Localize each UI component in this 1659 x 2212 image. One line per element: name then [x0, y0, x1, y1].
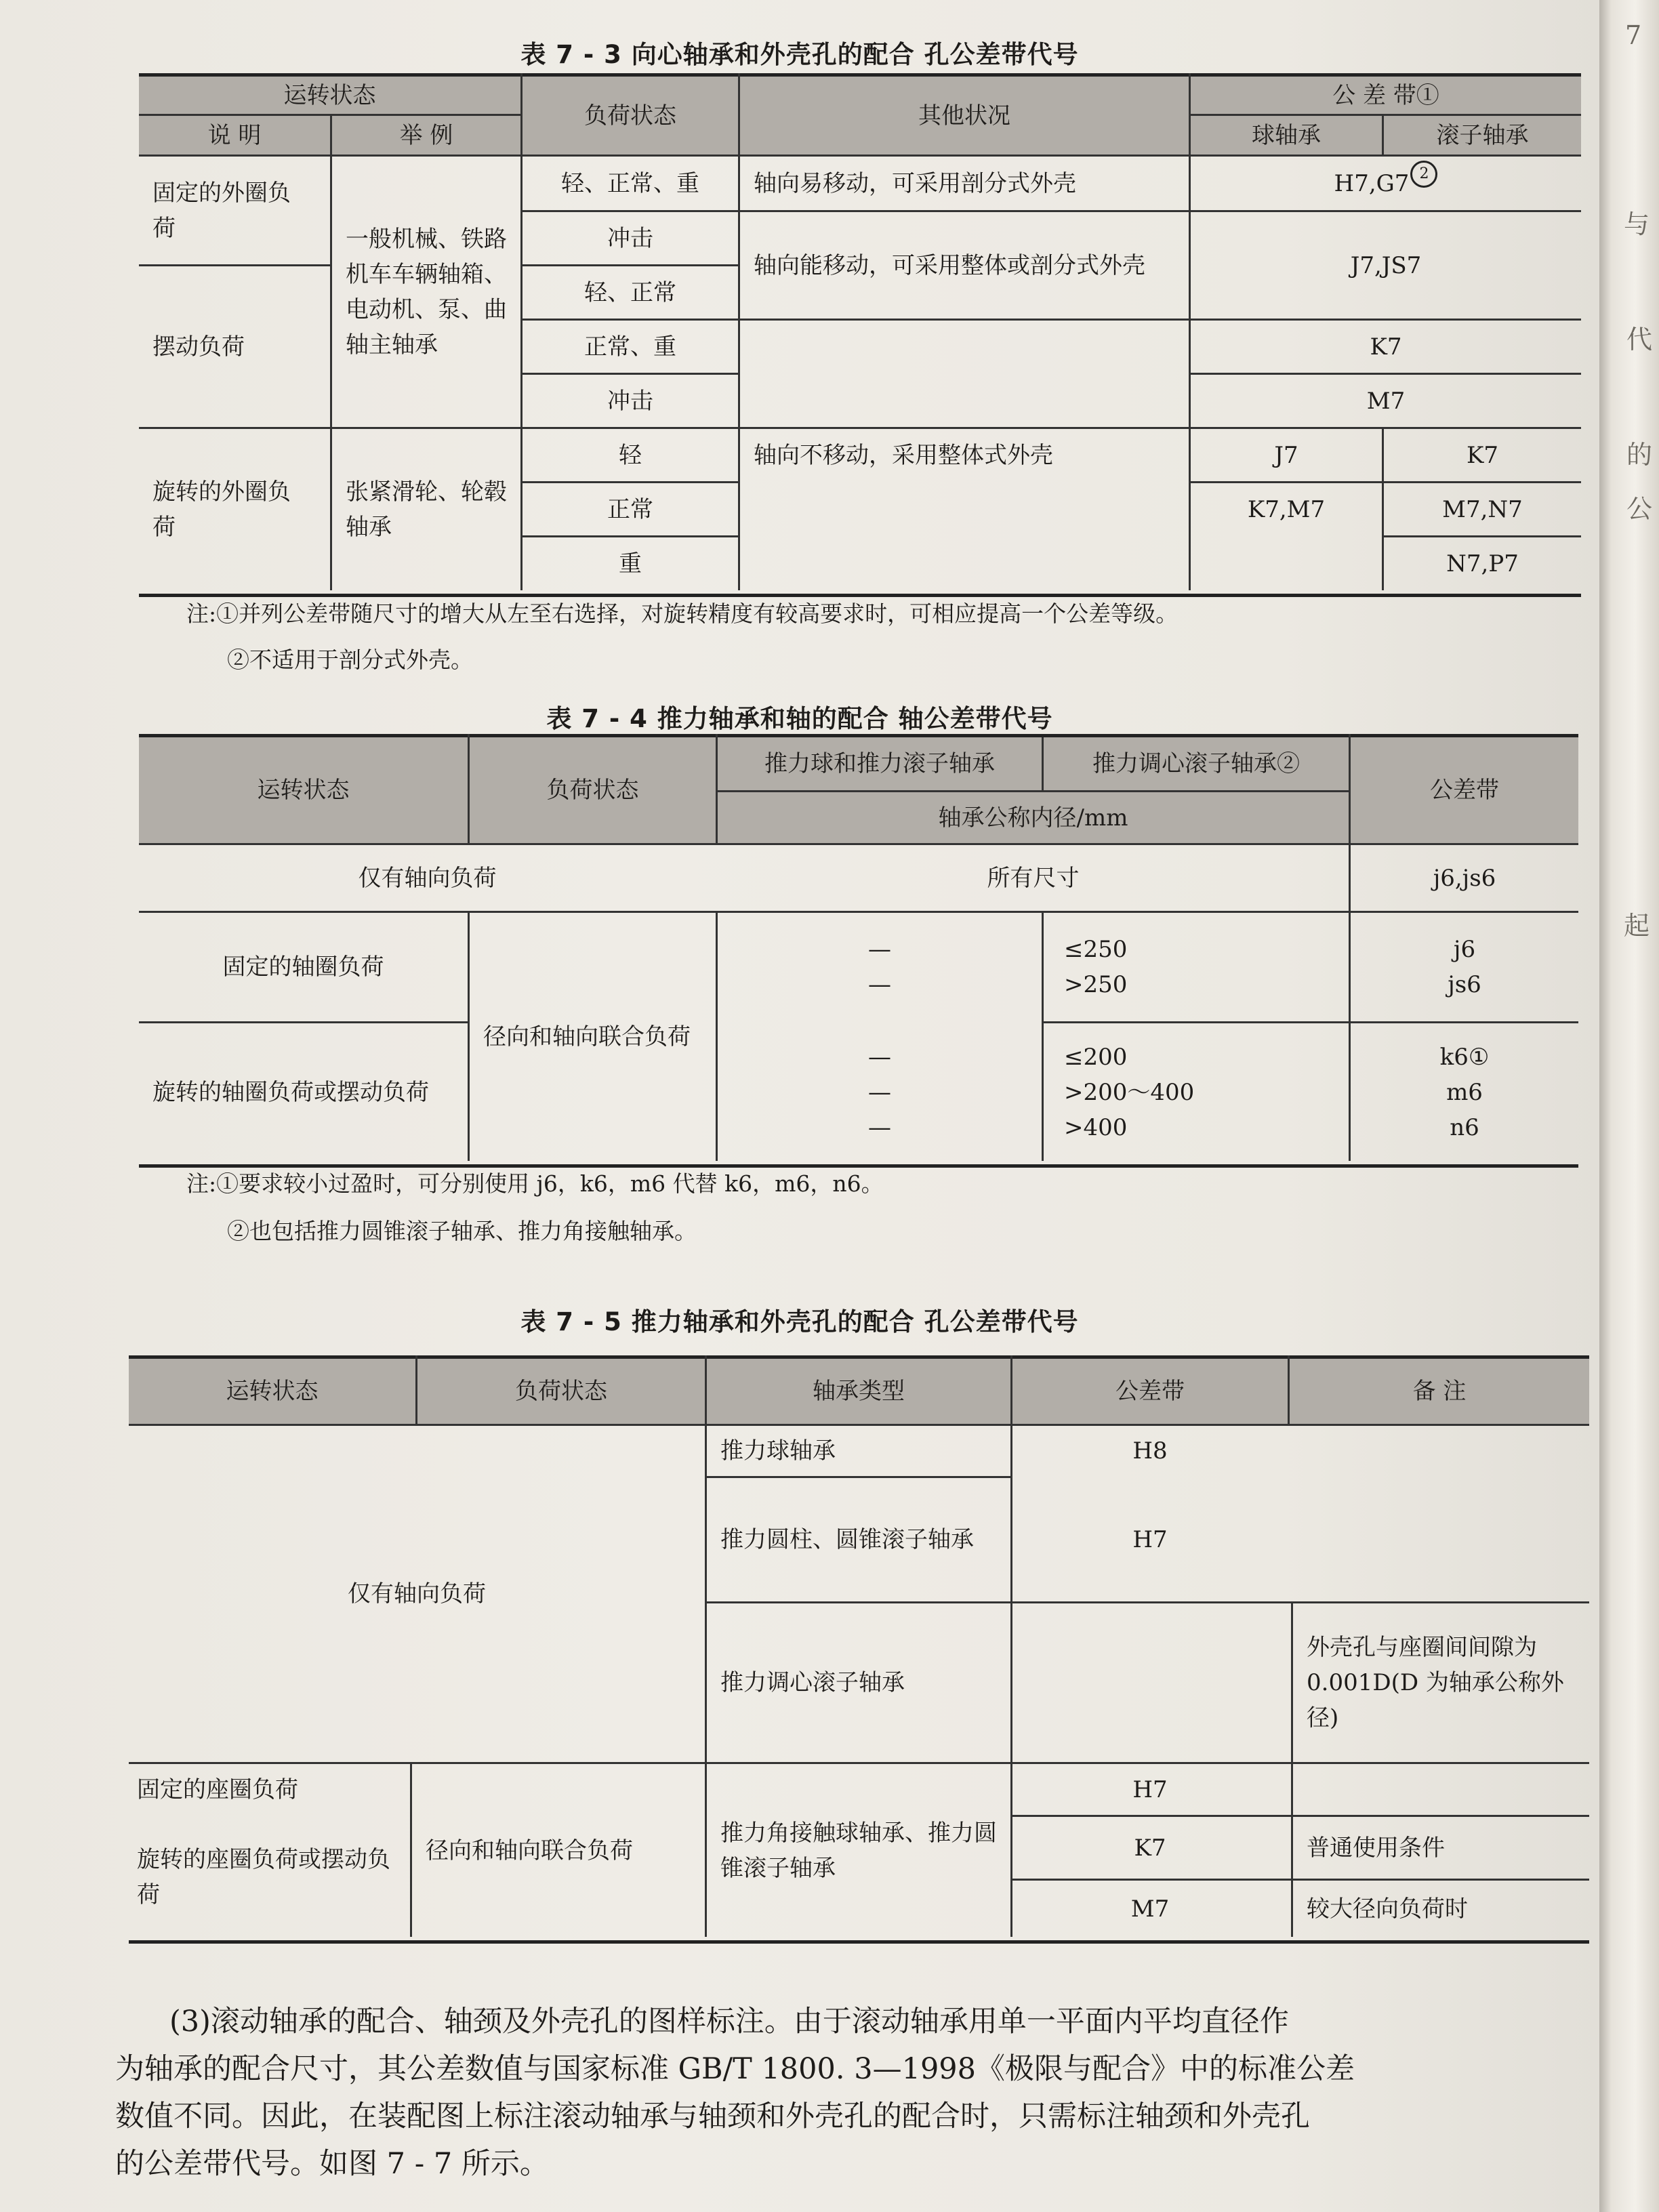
t4-h-thrust-self: 推力调心滚子轴承② — [1092, 750, 1300, 777]
t5-remark-clearance: 外壳孔与座圈间间隙为 0.001D(D 为轴承公称外径) — [1307, 1634, 1564, 1732]
t5-type-self-align: 推力调心滚子轴承 — [720, 1669, 905, 1696]
circled-two-mark: 2 — [1410, 161, 1437, 188]
table5-caption: 表 7 - 5 推力轴承和外壳孔的配合 孔公差带代号 — [520, 1307, 1079, 1336]
t5-tol-k7: K7 — [1134, 1834, 1166, 1862]
t4-all-sizes: 所有尺寸 — [987, 864, 1080, 892]
edge-text-2: 与 — [1624, 209, 1650, 239]
next-page-edge — [1599, 0, 1659, 2212]
t3-load-3: 轻、正常 — [584, 279, 676, 306]
t4-note-1: 注:①要求较小过盈时，可分别使用 j6，k6，m6 代替 k6，m6，n6。 — [186, 1170, 884, 1197]
t3-other-3: 轴向不移动，采用整体式外壳 — [754, 441, 1053, 469]
t5-tol-m7: M7 — [1130, 1895, 1170, 1923]
t3-h-tol: 公 差 带① — [1332, 81, 1439, 109]
t3-load-4: 正常、重 — [584, 333, 676, 361]
t4-axial-only: 仅有轴向负荷 — [358, 864, 497, 892]
t3-load-2: 冲击 — [607, 224, 653, 252]
t4-tol-axial: j6,js6 — [1433, 864, 1496, 892]
t3-roller-normal: M7,N7 — [1442, 495, 1523, 523]
paragraph-line-2: 为轴承的配合尺寸，其公差数值与国家标准 GB/T 1800. 3—1998《极限与配合》中的标准公差 — [115, 2052, 1355, 2086]
t3-load-7: 正常 — [607, 495, 653, 523]
t5-h-run-state: 运转状态 — [226, 1378, 319, 1405]
t4-combined: 径向和轴向联合负荷 — [483, 1023, 691, 1050]
t3-desc-rotating-outer: 旋转的外圈负荷 — [152, 478, 291, 541]
t3-tol-m7: M7 — [1366, 387, 1406, 415]
t3-note-1: 注:①并列公差带随尺寸的增大从左至右选择，对旋转精度有较高要求时，可相应提高一个公差等级。 — [186, 600, 1179, 627]
t5-combined: 径向和轴向联合负荷 — [426, 1837, 633, 1864]
edge-text-4: 的 — [1626, 440, 1653, 470]
paragraph-line-3: 数值不同。因此，在装配图上标注滚动轴承与轴颈和外壳孔的配合时，只需标注轴颈和外壳孔 — [115, 2100, 1310, 2133]
t5-tol-h7-a: H7 — [1132, 1526, 1168, 1553]
paragraph-line-1: (3)滚动轴承的配合、轴颈及外壳孔的图样标注。由于滚动轴承用单一平面内平均直径作 — [169, 2005, 1289, 2039]
t5-rotating-seat: 旋转的座圈负荷或摆动负荷 — [137, 1845, 390, 1908]
t3-tol-k7: K7 — [1370, 333, 1402, 361]
t5-remark-normal: 普通使用条件 — [1307, 1834, 1445, 1862]
t3-ball-normal: K7,M7 — [1247, 495, 1326, 523]
t3-load-8: 重 — [619, 550, 642, 577]
t3-h-run-state: 运转状态 — [283, 81, 376, 109]
edge-text-3: 代 — [1626, 325, 1653, 354]
t3-h-load-state: 负荷状态 — [584, 102, 676, 129]
t4-fixed-ring: 固定的轴圈负荷 — [222, 954, 384, 981]
t3-load-5: 冲击 — [607, 387, 653, 415]
t4-h-bore: 轴承公称内径/mm — [938, 804, 1128, 832]
t3-h-other: 其他状况 — [918, 102, 1010, 129]
t3-desc-fixed-outer: 固定的外圈负荷 — [152, 179, 291, 242]
t5-fixed-seat: 固定的座圈负荷 — [137, 1776, 298, 1803]
t4-fixed-thrust-ball: — — — [868, 936, 891, 998]
t5-remark-radial: 较大径向负荷时 — [1307, 1895, 1468, 1923]
t5-h-tol: 公差带 — [1115, 1378, 1185, 1405]
t3-tol-h7g7: H7,G7 2 — [1191, 157, 1581, 210]
t3-h-roller: 滚子轴承 — [1436, 121, 1529, 149]
t4-fixed-tols: j6 js6 — [1448, 936, 1481, 998]
edge-text-5: 公 — [1626, 494, 1653, 524]
t5-h-load-state: 负荷状态 — [515, 1378, 607, 1405]
t3-ball-light: J7 — [1274, 441, 1298, 469]
edge-text-1: 7 — [1625, 20, 1642, 50]
t5-type-cyl-taper: 推力圆柱、圆锥滚子轴承 — [720, 1526, 974, 1553]
t4-rot-tols: k6① m6 n6 — [1439, 1043, 1490, 1141]
t3-roller-light: K7 — [1466, 441, 1499, 469]
t3-tol-j7js7: J7,JS7 — [1350, 251, 1422, 279]
t3-load-1: 轻、正常、重 — [561, 169, 699, 197]
t5-type-thrust-ball: 推力球轴承 — [720, 1437, 836, 1465]
t5-tol-h8: H8 — [1132, 1437, 1168, 1465]
t5-tol-h7-b: H7 — [1132, 1776, 1168, 1803]
t4-h-thrust-ball: 推力球和推力滚子轴承 — [764, 750, 995, 777]
t3-h-ball: 球轴承 — [1252, 121, 1321, 149]
t4-fixed-sizes: ≤250 >250 — [1064, 936, 1128, 998]
t5-h-remark: 备 注 — [1412, 1378, 1467, 1405]
t3-note-2: ②不适用于剖分式外壳。 — [227, 647, 473, 673]
t4-h-load-state: 负荷状态 — [546, 777, 639, 804]
t3-example-general: 一般机械、铁路机车车辆轴箱、电动机、泵、曲轴主轴承 — [346, 225, 507, 359]
t4-note-2: ②也包括推力圆锥滚子轴承、推力角接触轴承。 — [227, 1218, 697, 1244]
t3-h-example: 举 例 — [399, 121, 453, 149]
t3-other-2: 轴向能移动，可采用整体或剖分式外壳 — [754, 251, 1145, 279]
t3-example-rotating: 张紧滑轮、轮毂轴承 — [346, 478, 507, 541]
t5-h-type: 轴承类型 — [813, 1378, 905, 1405]
t4-rot-sizes: ≤200 >200～400 >400 — [1064, 1043, 1195, 1141]
t3-desc-swing: 摆动负荷 — [152, 333, 245, 361]
t5-type-angular: 推力角接触球轴承、推力圆锥滚子轴承 — [720, 1819, 997, 1882]
table4-caption: 表 7 - 4 推力轴承和轴的配合 轴公差带代号 — [546, 704, 1053, 733]
table3-caption: 表 7 - 3 向心轴承和外壳孔的配合 孔公差带代号 — [520, 40, 1079, 69]
t3-load-6: 轻 — [619, 441, 642, 469]
edge-text-6: 起 — [1624, 911, 1650, 941]
t5-axial-only: 仅有轴向负荷 — [348, 1580, 486, 1607]
t4-rotating-ring: 旋转的轴圈负荷或摆动负荷 — [152, 1078, 429, 1106]
t4-h-tol: 公差带 — [1430, 777, 1499, 804]
t3-roller-heavy: N7,P7 — [1446, 550, 1519, 577]
paragraph-line-4: 的公差带代号。如图 7 - 7 所示。 — [115, 2147, 549, 2181]
t4-rot-thrust-ball: — — — — [868, 1043, 891, 1141]
t4-h-run-state: 运转状态 — [257, 777, 350, 804]
t3-other-1: 轴向易移动，可采用剖分式外壳 — [754, 169, 1076, 197]
t3-h-desc: 说 明 — [207, 121, 262, 149]
